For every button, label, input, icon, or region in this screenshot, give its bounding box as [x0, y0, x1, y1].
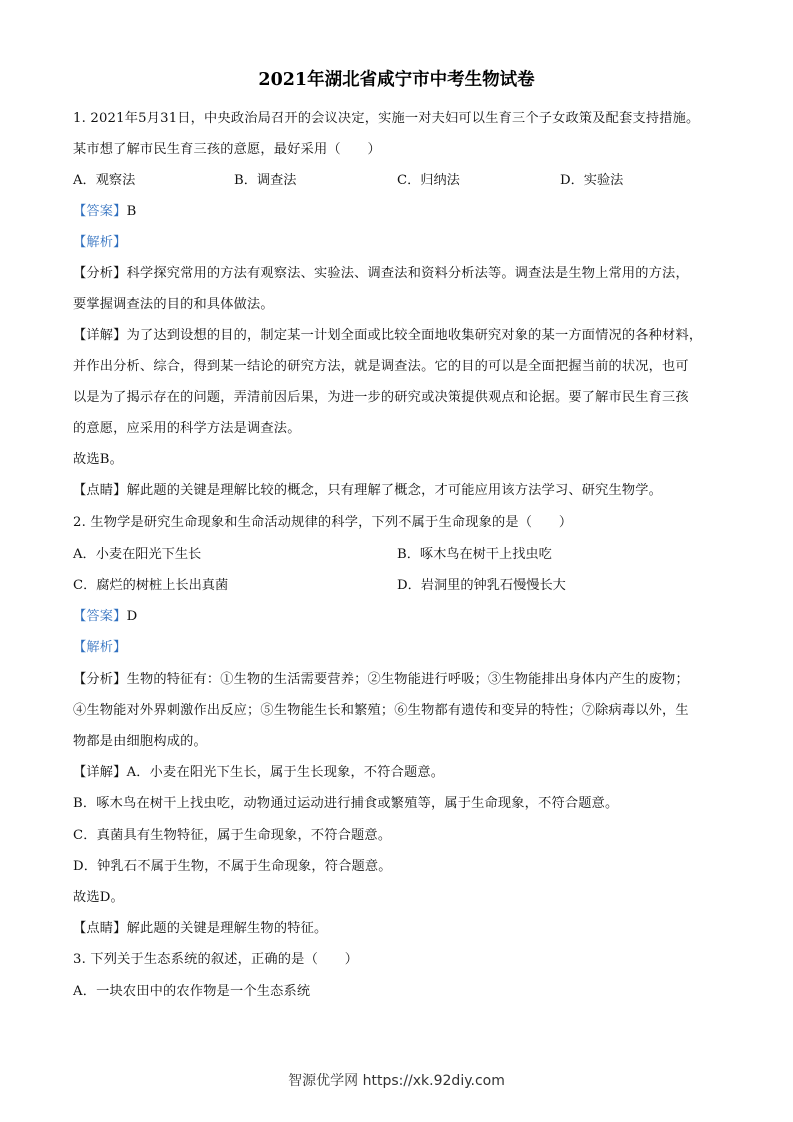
q2-analysis-tag — [73, 632, 725, 664]
q2-choose: 故选D。 — [73, 890, 124, 905]
answer-value: B — [126, 204, 137, 219]
dianjing-tag: 【点睛】 — [73, 921, 127, 936]
q1-option-a: A．观察法 — [73, 173, 136, 188]
q2-fenxi-line3: 物都是由细胞构成的。 — [73, 734, 207, 749]
q1-analysis-tag — [73, 227, 725, 259]
xiangjie-text: A．小麦在阳光下生长，属于生长现象，不符合题意。 — [126, 765, 445, 780]
q2-xiangjie-a — [73, 757, 725, 789]
answer-tag: 【答案】 — [73, 204, 127, 219]
q1-dianjing — [73, 475, 725, 507]
q1-xiangjie-line4: 的意愿，应采用的科学方法是调查法。 — [73, 421, 301, 436]
q1-xiangjie-line2: 并作出分析、综合，得到某一结论的研究方法，就是调查法。它的目的可以是全面把握当前的状况，也可 — [73, 359, 689, 374]
q3-stem: 3. 下列关于生态系统的叙述，正确的是（ ） — [73, 952, 359, 967]
q2-xiangjie-d: D．钟乳石不属于生物，不属于生命现象，符合题意。 — [73, 859, 392, 874]
footer-watermark: 智源优学网 https://xk.92diy.com — [288, 1073, 505, 1089]
q2-option-a: A．小麦在阳光下生长 — [73, 547, 202, 562]
q1-stem-line2: 某市想了解市民生育三孩的意愿，最好采用（ ） — [73, 142, 381, 157]
q2-fenxi-line1 — [73, 664, 725, 696]
analysis-tag: 【解析】 — [73, 640, 127, 655]
fenxi-tag: 【分析】 — [73, 672, 127, 687]
q2-xiangjie-b: B．啄木鸟在树干上找虫吃，动物通过运动进行捕食或繁殖等，属于生命现象，不符合题意。 — [73, 796, 619, 811]
fenxi-text: 生物的特征有：①生物的生活需要营养；②生物能进行呼吸；③生物能排出身体内产生的废物； — [126, 672, 689, 687]
q1-option-d: D．实验法 — [560, 173, 624, 188]
q1-stem-line1: 1. 2021年5月31日，中央政治局召开的会议决定，实施一对夫妇可以生育三个子女政策及配套支持措施。 — [73, 111, 700, 126]
page-title: 2021年湖北省咸宁市中考生物试卷 — [258, 70, 535, 90]
q2-option-b: B．啄木鸟在树干上找虫吃 — [397, 547, 552, 562]
q2-option-d: D．岩洞里的钟乳石慢慢长大 — [397, 578, 566, 593]
analysis-tag: 【解析】 — [73, 235, 127, 250]
q1-xiangjie-line3: 以是为了揭示存在的问题，弄清前因后果，为进一步的研究或决策提供观点和论据。要了解市民生育三孩 — [73, 390, 689, 405]
q1-option-c: C．归纳法 — [397, 173, 460, 188]
q1-fenxi-line1 — [73, 258, 725, 290]
dianjing-text: 解此题的关键是理解比较的概念，只有理解了概念，才可能应用该方法学习、研究生物学。 — [126, 483, 663, 498]
q1-answer — [73, 196, 725, 228]
dianjing-text: 解此题的关键是理解生物的特征。 — [126, 921, 328, 936]
q2-fenxi-line2: ④生物能对外界刺激作出反应；⑤生物能生长和繁殖；⑥生物都有遗传和变异的特性；⑦除病毒以外，生 — [73, 703, 689, 718]
answer-value: D — [126, 609, 138, 624]
xiangjie-text: 为了达到设想的目的，制定某一计划全面或比较全面地收集研究对象的某一方面情况的各种材料， — [126, 328, 703, 343]
q1-option-b: B．调查法 — [234, 173, 297, 188]
q2-xiangjie-c: C．真菌具有生物特征，属于生命现象，不符合题意。 — [73, 828, 392, 843]
xiangjie-tag: 【详解】 — [73, 765, 127, 780]
answer-tag: 【答案】 — [73, 609, 127, 624]
q1-xiangjie-line1 — [73, 320, 725, 352]
fenxi-text: 科学探究常用的方法有观察法、实验法、调查法和资料分析法等。调查法是生物上常用的方法， — [126, 266, 689, 281]
q1-choose: 故选B。 — [73, 452, 124, 467]
q3-option-a: A．一块农田中的农作物是一个生态系统 — [73, 984, 311, 999]
q1-fenxi-line2: 要掌握调查法的目的和具体做法。 — [73, 297, 274, 312]
fenxi-tag: 【分析】 — [73, 266, 127, 281]
q2-answer — [73, 601, 725, 633]
q2-option-c: C．腐烂的树桩上长出真菌 — [73, 578, 229, 593]
q2-dianjing — [73, 913, 725, 945]
q2-stem: 2. 生物学是研究生命现象和生命活动规律的科学，下列不属于生命现象的是（ ） — [73, 515, 573, 530]
xiangjie-tag: 【详解】 — [73, 328, 127, 343]
dianjing-tag: 【点睛】 — [73, 483, 127, 498]
